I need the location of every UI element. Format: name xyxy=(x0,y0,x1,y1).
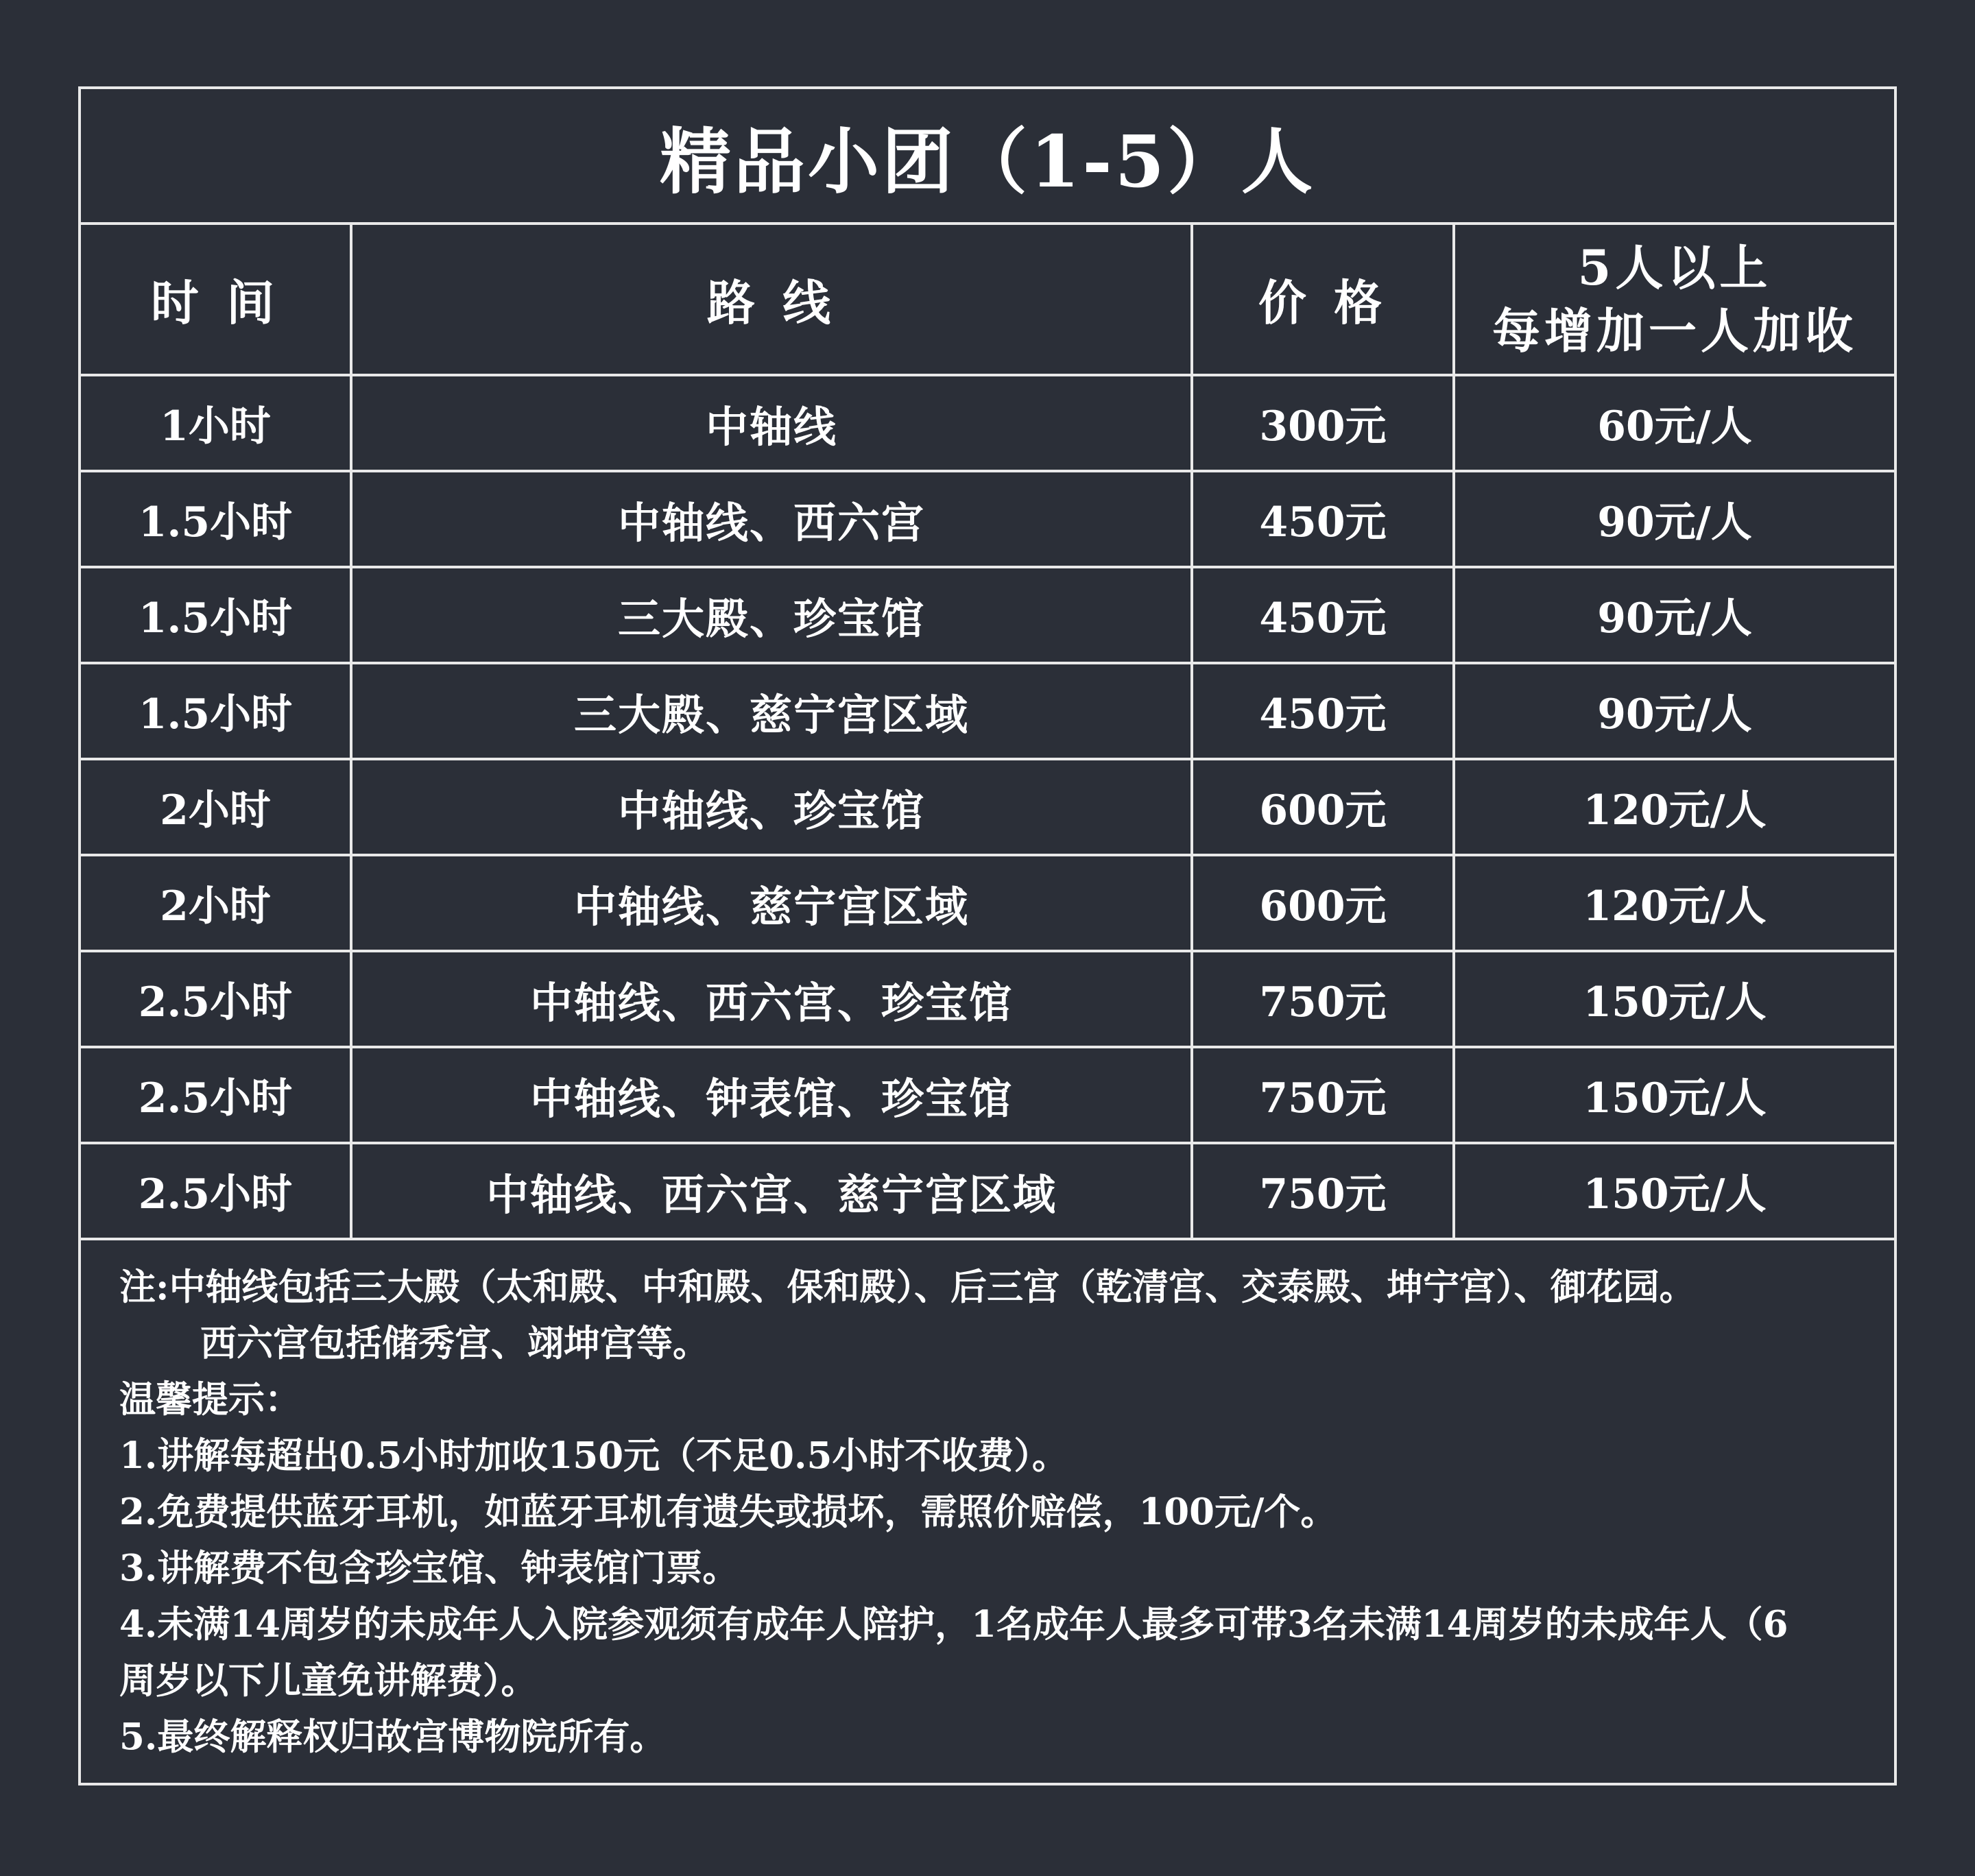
cell-price: 450元 xyxy=(1192,663,1454,759)
cell-price: 600元 xyxy=(1192,855,1454,951)
cell-price: 600元 xyxy=(1192,759,1454,855)
cell-extra: 150元/人 xyxy=(1454,1047,1894,1143)
cell-time: 1.5小时 xyxy=(81,567,351,663)
cell-time: 1.5小时 xyxy=(81,471,351,567)
header-price: 价 格 xyxy=(1192,225,1454,375)
table-row xyxy=(81,567,1894,663)
table-row xyxy=(81,1143,1894,1239)
tip-2: 2.免费提供蓝牙耳机，如蓝牙耳机有遗失或损坏，需照价赔偿，100元/个。 xyxy=(119,1491,1337,1533)
tip-3: 3.讲解费不包含珍宝馆、钟表馆门票。 xyxy=(119,1547,739,1589)
cell-route: 中轴线、钟表馆、珍宝馆 xyxy=(351,1047,1192,1143)
table-row xyxy=(81,951,1894,1047)
cell-time: 2.5小时 xyxy=(81,1143,351,1239)
header-time: 时 间 xyxy=(81,225,351,375)
cell-route: 三大殿、慈宁宫区域 xyxy=(351,663,1192,759)
tip-5: 5.最终解释权归故宫博物院所有。 xyxy=(119,1716,667,1758)
tip-4-line-1: 4.未满14周岁的未成年人入院参观须有成年人陪护，1名成年人最多可带3名未满14周岁的未成年人（6 xyxy=(119,1603,1788,1646)
header-route: 路 线 xyxy=(351,225,1192,375)
cell-route: 中轴线 xyxy=(351,375,1192,471)
cell-extra: 120元/人 xyxy=(1454,759,1894,855)
cell-time: 2.5小时 xyxy=(81,951,351,1047)
cell-route: 中轴线、西六宫、慈宁宫区域 xyxy=(351,1143,1192,1239)
cell-price: 750元 xyxy=(1192,1143,1454,1239)
cell-route: 中轴线、西六宫、珍宝馆 xyxy=(351,951,1192,1047)
cell-price: 450元 xyxy=(1192,471,1454,567)
tip-1: 1.讲解每超出0.5小时加收150元（不足0.5小时不收费）。 xyxy=(119,1434,1068,1477)
notes-section xyxy=(81,1241,1894,1785)
table-row xyxy=(81,663,1894,759)
table-row xyxy=(81,375,1894,471)
header-extra-line2: 每增加一人加收 xyxy=(1492,302,1857,359)
table-row xyxy=(81,1047,1894,1143)
tips-title: 温馨提示： xyxy=(119,1378,301,1421)
cell-extra: 150元/人 xyxy=(1454,951,1894,1047)
cell-time: 1.5小时 xyxy=(81,663,351,759)
cell-route: 三大殿、珍宝馆 xyxy=(351,567,1192,663)
cell-price: 750元 xyxy=(1192,1047,1454,1143)
note-line-2: 西六宫包括储秀宫、翊坤宫等。 xyxy=(200,1322,709,1364)
price-table-frame xyxy=(78,86,1897,1785)
header-extra xyxy=(1454,225,1894,375)
table-row xyxy=(81,759,1894,855)
table-row xyxy=(81,855,1894,951)
cell-time: 2小时 xyxy=(81,759,351,855)
cell-time: 2.5小时 xyxy=(81,1047,351,1143)
tip-4-line-2: 周岁以下儿童免讲解费）。 xyxy=(119,1659,538,1702)
cell-route: 中轴线、慈宁宫区域 xyxy=(351,855,1192,951)
price-table xyxy=(81,225,1894,1240)
cell-extra: 90元/人 xyxy=(1454,471,1894,567)
table-title: 精品小团（1-5）人 xyxy=(81,89,1894,225)
cell-route: 中轴线、珍宝馆 xyxy=(351,759,1192,855)
cell-price: 450元 xyxy=(1192,567,1454,663)
cell-price: 300元 xyxy=(1192,375,1454,471)
header-row xyxy=(81,225,1894,375)
cell-time: 2小时 xyxy=(81,855,351,951)
cell-extra: 60元/人 xyxy=(1454,375,1894,471)
header-extra-line1: 5人以上 xyxy=(1577,239,1772,296)
cell-extra: 90元/人 xyxy=(1454,567,1894,663)
note-line-1: 注:中轴线包括三大殿（太和殿、中和殿、保和殿）、后三宫（乾清宫、交泰殿、坤宁宫）、御花园。 xyxy=(119,1266,1696,1308)
cell-price: 750元 xyxy=(1192,951,1454,1047)
cell-extra: 120元/人 xyxy=(1454,855,1894,951)
cell-extra: 150元/人 xyxy=(1454,1143,1894,1239)
cell-route: 中轴线、西六宫 xyxy=(351,471,1192,567)
cell-extra: 90元/人 xyxy=(1454,663,1894,759)
cell-time: 1小时 xyxy=(81,375,351,471)
table-row xyxy=(81,471,1894,567)
